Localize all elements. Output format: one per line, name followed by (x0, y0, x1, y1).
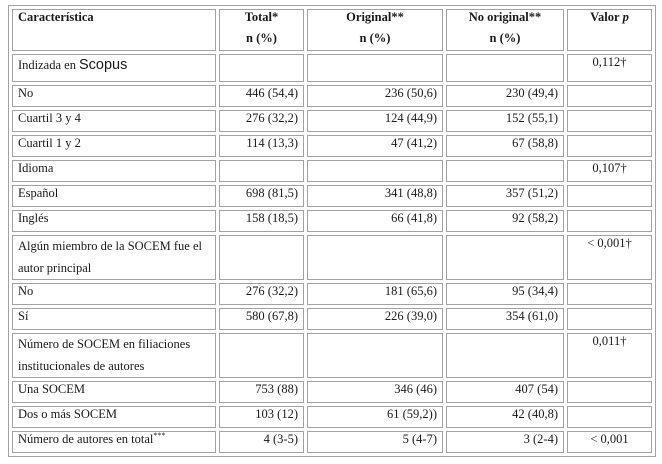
cell-total: 446 (54,4) (219, 85, 304, 107)
table-row (12, 110, 652, 132)
header-p-value-label (573, 10, 646, 24)
table-row (12, 431, 652, 453)
table-row (12, 135, 652, 157)
header-total (219, 9, 304, 51)
cell-p-value: < 0,001† (567, 235, 652, 280)
header-p-value-text: Valor (590, 10, 620, 24)
table-row (12, 210, 652, 232)
cell-original: 124 (44,9) (307, 110, 443, 132)
table-row (12, 406, 652, 428)
row-label: No (12, 85, 216, 107)
row-label-text: Indizada en (18, 58, 76, 72)
cell-total: 114 (13,3) (219, 135, 304, 157)
cell-no-original: 42 (40,8) (446, 406, 564, 428)
header-original (307, 9, 443, 51)
cell-total (219, 333, 304, 378)
row-label: Número de SOCEM en filiaciones institucionales de autores (12, 333, 216, 378)
row-label (12, 54, 216, 82)
cell-p-value: 0,107† (567, 160, 652, 182)
cell-original: 5 (4-7) (307, 431, 443, 453)
cell-p-value (567, 308, 652, 330)
cell-no-original (446, 160, 564, 182)
table-row (12, 308, 652, 330)
scopus-brand: Scopus (78, 57, 128, 73)
table-row (12, 283, 652, 305)
cell-original (307, 54, 443, 82)
cell-total: 580 (67,8) (219, 308, 304, 330)
header-original-unit: n (%) (359, 31, 391, 45)
table-row (12, 381, 652, 403)
cell-original: 236 (50,6) (307, 85, 443, 107)
header-p-value-symbol: p (622, 10, 629, 24)
cell-p-value (567, 210, 652, 232)
cell-original: 61 (59,2)) (307, 406, 443, 428)
row-label: Dos o más SOCEM (12, 406, 216, 428)
cell-original: 66 (41,8) (307, 210, 443, 232)
cell-no-original: 407 (54) (446, 381, 564, 403)
row-label: Sí (12, 308, 216, 330)
row-label: Inglés (12, 210, 216, 232)
cell-total: 753 (88) (219, 381, 304, 403)
cell-no-original: 354 (61,0) (446, 308, 564, 330)
cell-total: 158 (18,5) (219, 210, 304, 232)
cell-p-value (567, 185, 652, 207)
cell-no-original: 92 (58,2) (446, 210, 564, 232)
table-row (12, 85, 652, 107)
cell-no-original (446, 235, 564, 280)
cell-p-value (567, 110, 652, 132)
cell-total: 276 (32,2) (219, 283, 304, 305)
cell-no-original: 152 (55,1) (446, 110, 564, 132)
table-row (12, 185, 652, 207)
group-row (12, 54, 652, 82)
cell-original: 341 (48,8) (307, 185, 443, 207)
header-p-value (567, 9, 652, 51)
cell-p-value (567, 406, 652, 428)
row-label-text: Número de autores en total (18, 432, 154, 446)
footnote-marker: *** (153, 431, 166, 440)
cell-original: 226 (39,0) (307, 308, 443, 330)
cell-total (219, 160, 304, 182)
cell-no-original: 230 (49,4) (446, 85, 564, 107)
row-label: Idioma (12, 160, 216, 182)
cell-p-value (567, 381, 652, 403)
row-label: Cuartil 1 y 2 (12, 135, 216, 157)
cell-p-value (567, 85, 652, 107)
group-row (12, 235, 652, 280)
cell-no-original (446, 54, 564, 82)
header-no-original-label: No original** (468, 10, 542, 24)
header-original-label: Original** (346, 10, 404, 24)
cell-total (219, 54, 304, 82)
cell-original: 181 (65,6) (307, 283, 443, 305)
row-label: Cuartil 3 y 4 (12, 110, 216, 132)
cell-p-value: 0,011† (567, 333, 652, 378)
group-row (12, 333, 652, 378)
cell-total: 4 (3-5) (219, 431, 304, 453)
row-label: Una SOCEM (12, 381, 216, 403)
header-total-unit: n (%) (246, 31, 277, 45)
row-label: No (12, 283, 216, 305)
header-no-original-unit: n (%) (489, 31, 521, 45)
header-characteristic-label: Característica (18, 10, 94, 24)
cell-no-original: 3 (2-4) (446, 431, 564, 453)
cell-p-value: 0,112† (567, 54, 652, 82)
cell-original (307, 333, 443, 378)
group-row (12, 160, 652, 182)
cell-p-value (567, 283, 652, 305)
row-label (12, 431, 216, 453)
cell-total: 698 (81,5) (219, 185, 304, 207)
cell-no-original: 95 (34,4) (446, 283, 564, 305)
cell-no-original (446, 333, 564, 378)
results-table (8, 5, 656, 457)
row-label: Algún miembro de la SOCEM fue el autor principal (12, 235, 216, 280)
cell-original: 47 (41,2) (307, 135, 443, 157)
cell-original (307, 235, 443, 280)
cell-no-original: 67 (58,8) (446, 135, 564, 157)
cell-total (219, 235, 304, 280)
cell-total: 103 (12) (219, 406, 304, 428)
row-label: Español (12, 185, 216, 207)
header-characteristic (12, 9, 216, 51)
cell-p-value: < 0,001 (567, 431, 652, 453)
cell-no-original: 357 (51,2) (446, 185, 564, 207)
header-row (12, 9, 652, 51)
cell-original: 346 (46) (307, 381, 443, 403)
cell-original (307, 160, 443, 182)
cell-p-value (567, 135, 652, 157)
header-total-label: Total* (244, 10, 279, 24)
cell-total: 276 (32,2) (219, 110, 304, 132)
header-no-original (446, 9, 564, 51)
